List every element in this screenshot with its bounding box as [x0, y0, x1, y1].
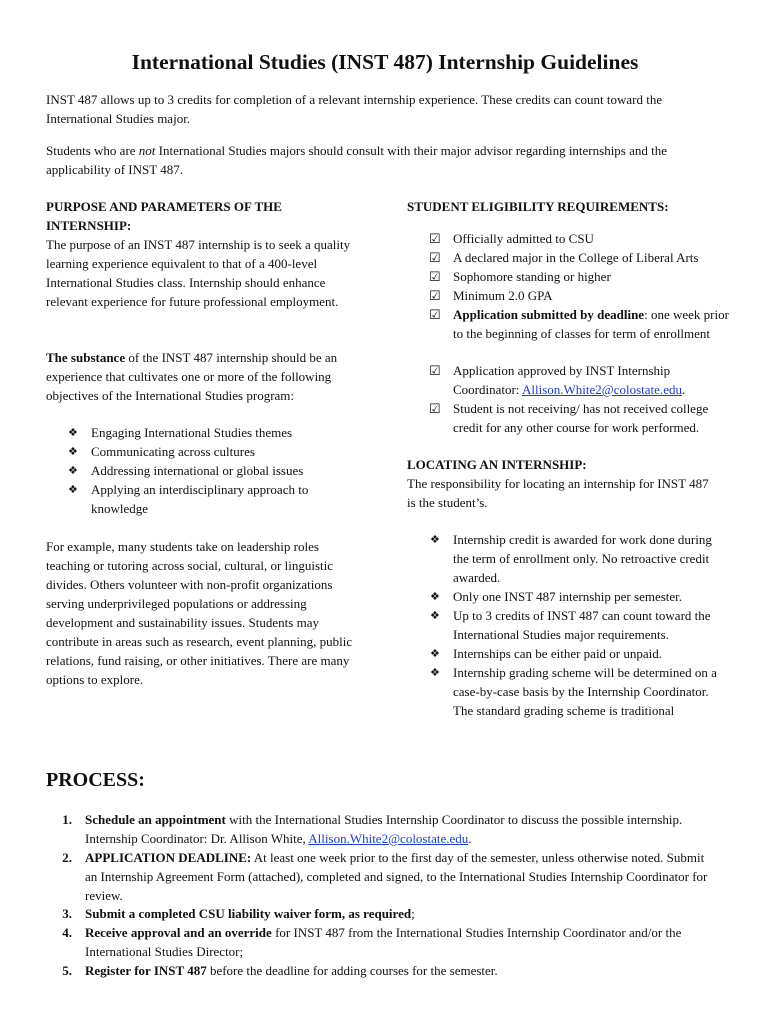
checkbox-checked-icon: ☑	[429, 269, 441, 284]
step-text: ;	[411, 906, 415, 921]
step-number: 4.	[62, 925, 72, 940]
locating-rule: Internship credit is awarded for work done during the term of enrollment only. No retroactive credit awarded.	[453, 532, 712, 585]
intro-paragraph-2	[46, 141, 726, 179]
four-diamond-bullet-icon: ❖	[430, 591, 440, 603]
step-text: before the deadline for adding courses for the semester.	[206, 963, 498, 978]
step-bold: Receive approval and an override	[85, 925, 272, 940]
checkbox-checked-icon: ☑	[429, 401, 441, 416]
eligibility-deadline	[453, 305, 733, 343]
process-step	[85, 810, 735, 848]
step-text: At least one week prior to the first day of the semester, unless otherwise noted. Submit an Internship Agreement Form (attached), completed and signed, to the International Studies Internship Coordinator for review.	[85, 850, 708, 903]
step-bold: Schedule an appointment	[85, 812, 226, 827]
step-bold: Register for INST 487	[85, 963, 207, 978]
substance-paragraph	[46, 348, 364, 405]
deadline-bold: Application submitted by deadline	[453, 307, 645, 322]
process-step	[85, 923, 735, 961]
eligibility-item: A declared major in the College of Liberal Arts	[453, 250, 699, 265]
eligibility-not-receiving: Student is not receiving/ has not received college credit for any other course for work performed.	[453, 401, 709, 435]
four-diamond-bullet-icon: ❖	[68, 427, 78, 439]
example-paragraph: For example, many students take on leadership roles teaching or tutoring across social, cultural, or linguistic divides. Others volunteer with non-profit organizations serving underprivileged populations or addressing development and sustainability issues. Students may contribute in areas such as research, event planning, public relations, fund raising, or other initiatives. There are many options to explore.	[46, 539, 353, 687]
step-number: 2.	[62, 850, 72, 865]
step-number: 1.	[62, 812, 72, 827]
intro-paragraph-1: INST 487 allows up to 3 credits for completion of a relevant internship experience. These credits can count toward the International Studies major.	[46, 92, 663, 126]
checkbox-checked-icon: ☑	[429, 363, 441, 378]
page-title: International Studies (INST 487) Internship Guidelines	[131, 50, 639, 74]
four-diamond-bullet-icon: ❖	[430, 534, 440, 546]
locating-text: The responsibility for locating an internship for INST 487 is the student’s.	[407, 476, 709, 510]
process-step	[85, 961, 735, 980]
locating-rule: Up to 3 credits of INST 487 can count toward the International Studies major requirements.	[453, 608, 711, 642]
intro-p2-end: International Studies majors should consult with their major advisor regarding internships and the applicability of INST 487.	[46, 143, 668, 177]
objective-item: Applying an interdisciplinary approach to knowledge	[91, 482, 309, 516]
objective-item: Addressing international or global issues	[91, 463, 304, 478]
locating-rule: Internships can be either paid or unpaid.	[453, 646, 663, 661]
purpose-heading: PURPOSE AND PARAMETERS OF THE INTERNSHIP:	[46, 199, 282, 233]
locating-heading: LOCATING AN INTERNSHIP:	[407, 457, 587, 472]
step-bold: Submit a completed CSU liability waiver form, as required	[85, 906, 412, 921]
eligibility-heading: STUDENT ELIGIBILITY REQUIREMENTS:	[407, 199, 669, 214]
step-number: 3.	[62, 906, 72, 921]
eligibility-item: Minimum 2.0 GPA	[453, 288, 553, 303]
locating-rule: Internship grading scheme will be determined on a case-by-case basis by the Internship Coordinator. The standard grading scheme is traditional	[453, 665, 717, 718]
eligibility-item: Officially admitted to CSU	[453, 231, 594, 246]
eligibility-approved	[453, 361, 723, 399]
substance-bold: The substance	[46, 350, 126, 365]
objective-item: Communicating across cultures	[91, 444, 255, 459]
four-diamond-bullet-icon: ❖	[430, 648, 440, 660]
checkbox-checked-icon: ☑	[429, 288, 441, 303]
step-number: 5.	[62, 963, 72, 978]
eligibility-item: Sophomore standing or higher	[453, 269, 611, 284]
four-diamond-bullet-icon: ❖	[430, 610, 440, 622]
four-diamond-bullet-icon: ❖	[430, 667, 440, 679]
intro-p2-start: Students who are	[46, 143, 139, 158]
approved-text: Application approved by INST Internship Coordinator:	[453, 363, 671, 397]
objective-item: Engaging International Studies themes	[91, 425, 293, 440]
deadline-text: : one week prior to the beginning of classes for term of enrollment	[453, 307, 729, 341]
step-end: .	[468, 831, 472, 846]
checkbox-checked-icon: ☑	[429, 231, 441, 246]
four-diamond-bullet-icon: ❖	[68, 484, 78, 496]
purpose-paragraph: The purpose of an INST 487 internship is to seek a quality learning experience equivalent to that of a 400-level International Studies class. Internship should enhance relevant experience for future professional employment.	[46, 237, 351, 309]
step-text: with the International Studies Internship Coordinator to discuss the possible internship. Internship Coordinator: Dr. Allison White,	[85, 812, 683, 846]
process-heading: PROCESS:	[46, 769, 145, 791]
substance-text: of the INST 487 internship should be an experience that cultivates one or more of the following objectives of the International Studies program:	[46, 350, 338, 403]
process-step	[85, 848, 715, 905]
four-diamond-bullet-icon: ❖	[68, 465, 78, 477]
four-diamond-bullet-icon: ❖	[68, 446, 78, 458]
checkbox-checked-icon: ☑	[429, 307, 441, 322]
intro-p2-italic: not	[138, 143, 156, 158]
process-step	[85, 904, 735, 923]
approved-end: .	[681, 382, 686, 397]
coordinator-email-link[interactable]: Allison.White2@colostate.edu	[521, 382, 682, 397]
step-bold: APPLICATION DEADLINE:	[85, 850, 252, 865]
locating-rule: Only one INST 487 internship per semester.	[453, 589, 683, 604]
coordinator-email-link[interactable]: Allison.White2@colostate.edu	[308, 831, 469, 846]
checkbox-checked-icon: ☑	[429, 250, 441, 265]
step-text: for INST 487 from the International Studies Internship Coordinator and/or the International Studies Director;	[85, 925, 682, 959]
